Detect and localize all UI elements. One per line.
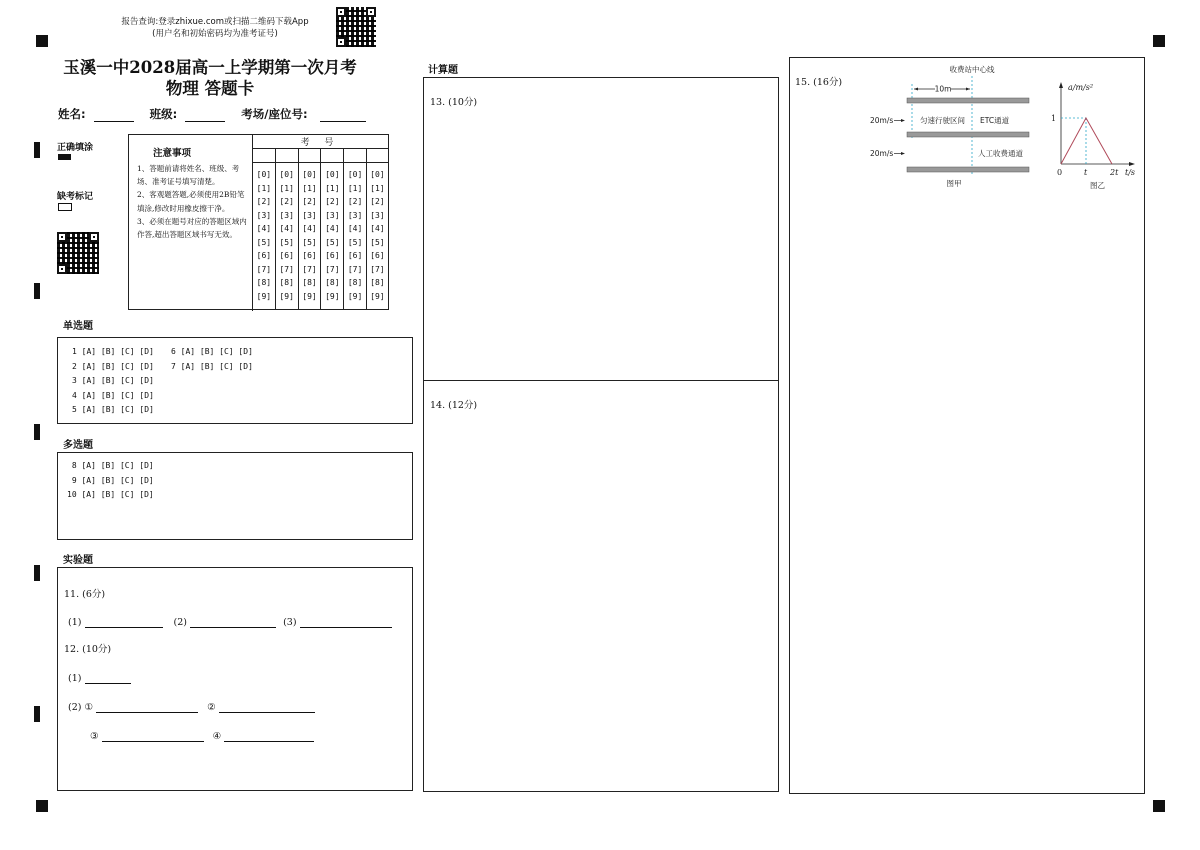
corner-marker-bottom-right xyxy=(1153,800,1165,812)
title-line-1: 玉溪一中2028届高一上学期第一次月考 xyxy=(63,58,357,77)
choice-row[interactable]: 2 [A] [B] [C] [D] xyxy=(72,361,154,371)
room-seat-label: 考场/座位号: xyxy=(241,107,308,121)
q11-part-3-label: (3) xyxy=(283,617,297,628)
single-choice-box xyxy=(57,337,413,424)
timing-marker xyxy=(34,706,40,722)
q11-part-1-label: (1) xyxy=(68,617,82,628)
absent-mark-checkbox[interactable] xyxy=(58,203,72,211)
single-choice-col-1 xyxy=(72,345,154,418)
exam-digit-bubble[interactable]: [5] xyxy=(325,237,340,247)
figure-a-caption: 图甲 xyxy=(946,179,962,188)
exam-digit-bubble[interactable]: [0] xyxy=(347,170,363,179)
q11-part-1-field[interactable] xyxy=(85,613,163,628)
exam-number-column xyxy=(252,148,275,309)
circled-4-label: ④ xyxy=(212,731,222,742)
download-qr-code[interactable] xyxy=(336,7,376,47)
x-tick-1-label: t xyxy=(1084,168,1088,177)
exam-digit-bubble[interactable]: [4] xyxy=(256,224,272,233)
exam-digit-bubble[interactable]: [1] xyxy=(256,183,272,193)
corner-marker-bottom-left xyxy=(36,800,48,812)
exam-digit-bubble[interactable]: [5] xyxy=(347,237,363,247)
report-info xyxy=(110,16,320,40)
exam-digit-bubble[interactable]: [3] xyxy=(347,210,363,220)
exam-digit-bubble[interactable]: [6] xyxy=(370,251,385,260)
arrow-head xyxy=(914,88,918,91)
choice-row[interactable]: 8 [A] [B] [C] [D] xyxy=(67,461,154,470)
choice-row[interactable]: 3 [A] [B] [C] [D] xyxy=(72,376,154,385)
choice-row[interactable]: 9 [A] [B] [C] [D] xyxy=(67,475,154,485)
exam-digit-bubble[interactable]: [0] xyxy=(279,170,294,179)
experiment-title: 实验题 xyxy=(63,555,93,566)
exam-digit-bubble[interactable]: [7] xyxy=(370,264,385,274)
exam-digit-bubble[interactable]: [3] xyxy=(279,210,294,220)
notice-text: 1、答题前请将姓名、班级、考场、准考证号填写清楚。 2、客观题答题,必须使用2B铅笔填涂,修改时用橡皮擦干净。 3、必须在题号对应的答题区域内作答,超出答题区域书写无效。 xyxy=(137,164,247,240)
exam-digit-bubble[interactable]: [6] xyxy=(347,251,363,260)
exam-digit-bubble[interactable]: [9] xyxy=(302,291,317,301)
experiment-box xyxy=(57,567,413,791)
room-seat-field[interactable] xyxy=(320,107,366,122)
lane-barrier-bottom xyxy=(907,167,1029,172)
exam-number-write-box[interactable] xyxy=(253,148,275,163)
choice-row[interactable]: 6 [A] [B] [C] [D] xyxy=(171,347,253,356)
class-label: 班级: xyxy=(149,107,178,121)
exam-digit-bubble[interactable]: [3] xyxy=(370,210,385,220)
exam-number-column xyxy=(298,148,321,309)
origin-label: 0 xyxy=(1057,168,1063,177)
q12-part-1-row xyxy=(68,669,131,684)
corner-marker-top-left xyxy=(36,35,48,47)
q14-answer-area[interactable] xyxy=(423,380,779,792)
figure-a-toll-station xyxy=(862,60,1037,192)
multi-choice-title: 多选题 xyxy=(63,440,93,451)
exam-digit-bubble[interactable]: [1] xyxy=(370,183,385,193)
exam-number-column xyxy=(275,148,298,309)
exam-digit-bubble[interactable]: [8] xyxy=(256,278,272,287)
class-field[interactable] xyxy=(185,107,225,122)
choice-row[interactable]: 1 [A] [B] [C] [D] xyxy=(72,347,154,356)
exam-number-column xyxy=(343,148,366,309)
exam-digit-bubble[interactable]: [8] xyxy=(279,278,294,287)
exam-digit-bubble[interactable]: [9] xyxy=(347,291,363,301)
q12-part-1-label: (1) xyxy=(68,673,82,684)
exam-digit-bubble[interactable]: [1] xyxy=(279,183,294,193)
exam-digit-bubble[interactable]: [4] xyxy=(370,224,385,233)
exam-digit-bubble[interactable]: [2] xyxy=(347,197,363,206)
exam-digit-bubble[interactable]: [1] xyxy=(302,183,317,193)
corner-marker-top-right xyxy=(1153,35,1165,47)
timing-marker xyxy=(34,424,40,440)
circled-3-label: ③ xyxy=(90,731,99,742)
exam-digit-bubble[interactable]: [3] xyxy=(325,210,340,220)
exam-number-header: 考 号 xyxy=(300,138,340,148)
choice-row[interactable]: 4 [A] [B] [C] [D] xyxy=(72,390,154,400)
exam-digit-bubble[interactable]: [4] xyxy=(302,224,317,233)
exam-number-write-box[interactable] xyxy=(344,148,366,163)
choice-row[interactable]: 5 [A] [B] [C] [D] xyxy=(72,405,154,414)
q12-part-2-row xyxy=(68,698,315,713)
q12-part-1-field[interactable] xyxy=(85,669,131,684)
exam-digit-bubble[interactable]: [6] xyxy=(325,251,340,260)
q11-part-3-field[interactable] xyxy=(300,613,392,628)
q12-blank-4[interactable] xyxy=(224,727,314,742)
figure-b-caption: 图乙 xyxy=(1090,181,1105,190)
region-label: 匀速行驶区间 xyxy=(920,116,965,125)
exam-digit-bubble[interactable]: [7] xyxy=(302,264,317,274)
acceleration-line xyxy=(1061,118,1112,164)
q11-answer-row xyxy=(68,613,392,628)
etc-lane-label: ETC通道 xyxy=(980,116,1010,125)
arrow-head xyxy=(966,88,970,91)
exam-digit-bubble[interactable]: [7] xyxy=(347,264,363,274)
exam-digit-bubble[interactable]: [9] xyxy=(279,291,294,301)
speed-2-label: 20m/s xyxy=(870,149,894,158)
report-line-2: (用户名和初始密码均为准考证号) xyxy=(152,29,278,39)
q11-label: 11. (6分) xyxy=(64,589,106,600)
name-label: 姓名: xyxy=(58,107,86,121)
distance-label: 10m xyxy=(934,84,952,94)
x-tick-2-label: 2t xyxy=(1110,168,1119,177)
exam-digit-bubble[interactable]: [8] xyxy=(347,278,363,287)
exam-digit-bubble[interactable]: [3] xyxy=(302,210,317,220)
title-line-2: 物理 答题卡 xyxy=(165,79,255,98)
single-choice-title: 单选题 xyxy=(63,321,93,332)
exam-number-write-box[interactable] xyxy=(276,148,298,163)
q13-label: 13. (10分) xyxy=(430,97,478,108)
exam-digit-bubble[interactable]: [5] xyxy=(256,237,272,247)
timing-marker xyxy=(34,142,40,158)
timing-marker xyxy=(34,283,40,299)
q12-blank-2[interactable] xyxy=(219,698,315,713)
exam-digit-bubble[interactable]: [7] xyxy=(256,264,272,274)
figure-b-acceleration-graph xyxy=(1046,76,1142,191)
circled-2-label: ② xyxy=(207,702,216,713)
name-field[interactable] xyxy=(94,107,134,122)
exam-digit-bubble[interactable]: [0] xyxy=(370,170,385,179)
exam-digit-bubble[interactable]: [5] xyxy=(302,237,317,247)
exam-digit-bubble[interactable]: [0] xyxy=(302,170,317,179)
exam-digit-bubble[interactable]: [0] xyxy=(256,170,272,179)
exam-digit-bubble[interactable]: [2] xyxy=(279,197,294,206)
exam-digit-bubble[interactable]: [7] xyxy=(279,264,294,274)
exam-number-column xyxy=(320,148,343,309)
q13-answer-area[interactable] xyxy=(423,77,779,381)
exam-digit-bubble[interactable]: [9] xyxy=(370,291,385,301)
exam-digit-bubble[interactable]: [6] xyxy=(279,251,294,260)
exam-digit-bubble[interactable]: [8] xyxy=(302,278,317,287)
exam-number-write-box[interactable] xyxy=(299,148,321,163)
lane-barrier-top xyxy=(907,98,1029,103)
q12-blank-3[interactable] xyxy=(102,727,204,742)
exam-digit-bubble[interactable]: [7] xyxy=(325,264,340,274)
exam-digit-bubble[interactable]: [9] xyxy=(256,291,272,301)
student-info xyxy=(58,106,366,122)
exam-digit-bubble[interactable]: [2] xyxy=(370,197,385,206)
timing-marker xyxy=(34,565,40,581)
exam-digit-bubble[interactable]: [9] xyxy=(325,291,340,301)
choice-row[interactable]: 7 [A] [B] [C] [D] xyxy=(171,361,253,371)
absent-mark-label: 缺考标记 xyxy=(57,192,94,202)
exam-digit-bubble[interactable]: [4] xyxy=(347,224,363,233)
q11-part-2-label: (2) xyxy=(173,617,187,628)
exam-digit-bubble[interactable]: [4] xyxy=(325,224,340,233)
exam-digit-bubble[interactable]: [1] xyxy=(347,183,363,193)
center-line-label: 收费站中心线 xyxy=(949,65,995,74)
notice-title: 注意事项 xyxy=(153,148,192,159)
exam-digit-bubble[interactable]: [2] xyxy=(256,197,272,206)
exam-digit-bubble[interactable]: [2] xyxy=(325,197,340,206)
page-title xyxy=(50,57,370,99)
q14-label: 14. (12分) xyxy=(430,400,478,411)
correct-fill-label: 正确填涂 xyxy=(57,143,94,153)
choice-row[interactable]: 10 [A] [B] [C] [D] xyxy=(67,490,154,499)
exam-digit-bubble[interactable]: [5] xyxy=(370,237,385,247)
q11-part-2-field[interactable] xyxy=(190,613,276,628)
lane-barrier-middle xyxy=(907,132,1029,137)
calculation-title: 计算题 xyxy=(428,65,458,76)
q12-part-2-row-2 xyxy=(90,727,314,742)
exam-digit-bubble[interactable]: [2] xyxy=(302,197,317,206)
x-axis-label: t/s xyxy=(1125,168,1136,177)
exam-digit-bubble[interactable]: [0] xyxy=(325,170,340,179)
single-choice-col-2 xyxy=(171,345,253,374)
q12-part-2-label: (2) ① xyxy=(68,702,93,713)
y-axis-label: a/m/s² xyxy=(1068,83,1094,92)
exam-digit-bubble[interactable]: [6] xyxy=(256,251,272,260)
q12-label: 12. (10分) xyxy=(64,644,112,655)
exam-digit-bubble[interactable]: [8] xyxy=(325,278,340,287)
correct-fill-example xyxy=(58,154,71,160)
exam-digit-bubble[interactable]: [8] xyxy=(370,278,385,287)
exam-number-write-box[interactable] xyxy=(321,148,343,163)
multi-choice-col xyxy=(67,459,154,503)
q15-label: 15. (16分) xyxy=(795,77,843,88)
y-tick-label: 1 xyxy=(1051,114,1057,123)
exam-digit-bubble[interactable]: [6] xyxy=(302,251,317,260)
exam-digit-bubble[interactable]: [1] xyxy=(325,183,340,193)
report-line-1: 报告查询:登录zhixue.com或扫描二维码下载App xyxy=(121,17,309,27)
exam-number-column xyxy=(366,148,389,309)
exam-number-write-box[interactable] xyxy=(367,148,388,163)
manual-lane-label: 人工收费通道 xyxy=(978,149,1023,158)
exam-digit-bubble[interactable]: [5] xyxy=(279,237,294,247)
speed-1-label: 20m/s xyxy=(870,116,894,125)
multi-choice-box xyxy=(57,452,413,540)
exam-digit-bubble[interactable]: [4] xyxy=(279,224,294,233)
exam-digit-bubble[interactable]: [3] xyxy=(256,210,272,220)
student-qr-code xyxy=(57,232,99,274)
q12-blank-1[interactable] xyxy=(96,698,198,713)
